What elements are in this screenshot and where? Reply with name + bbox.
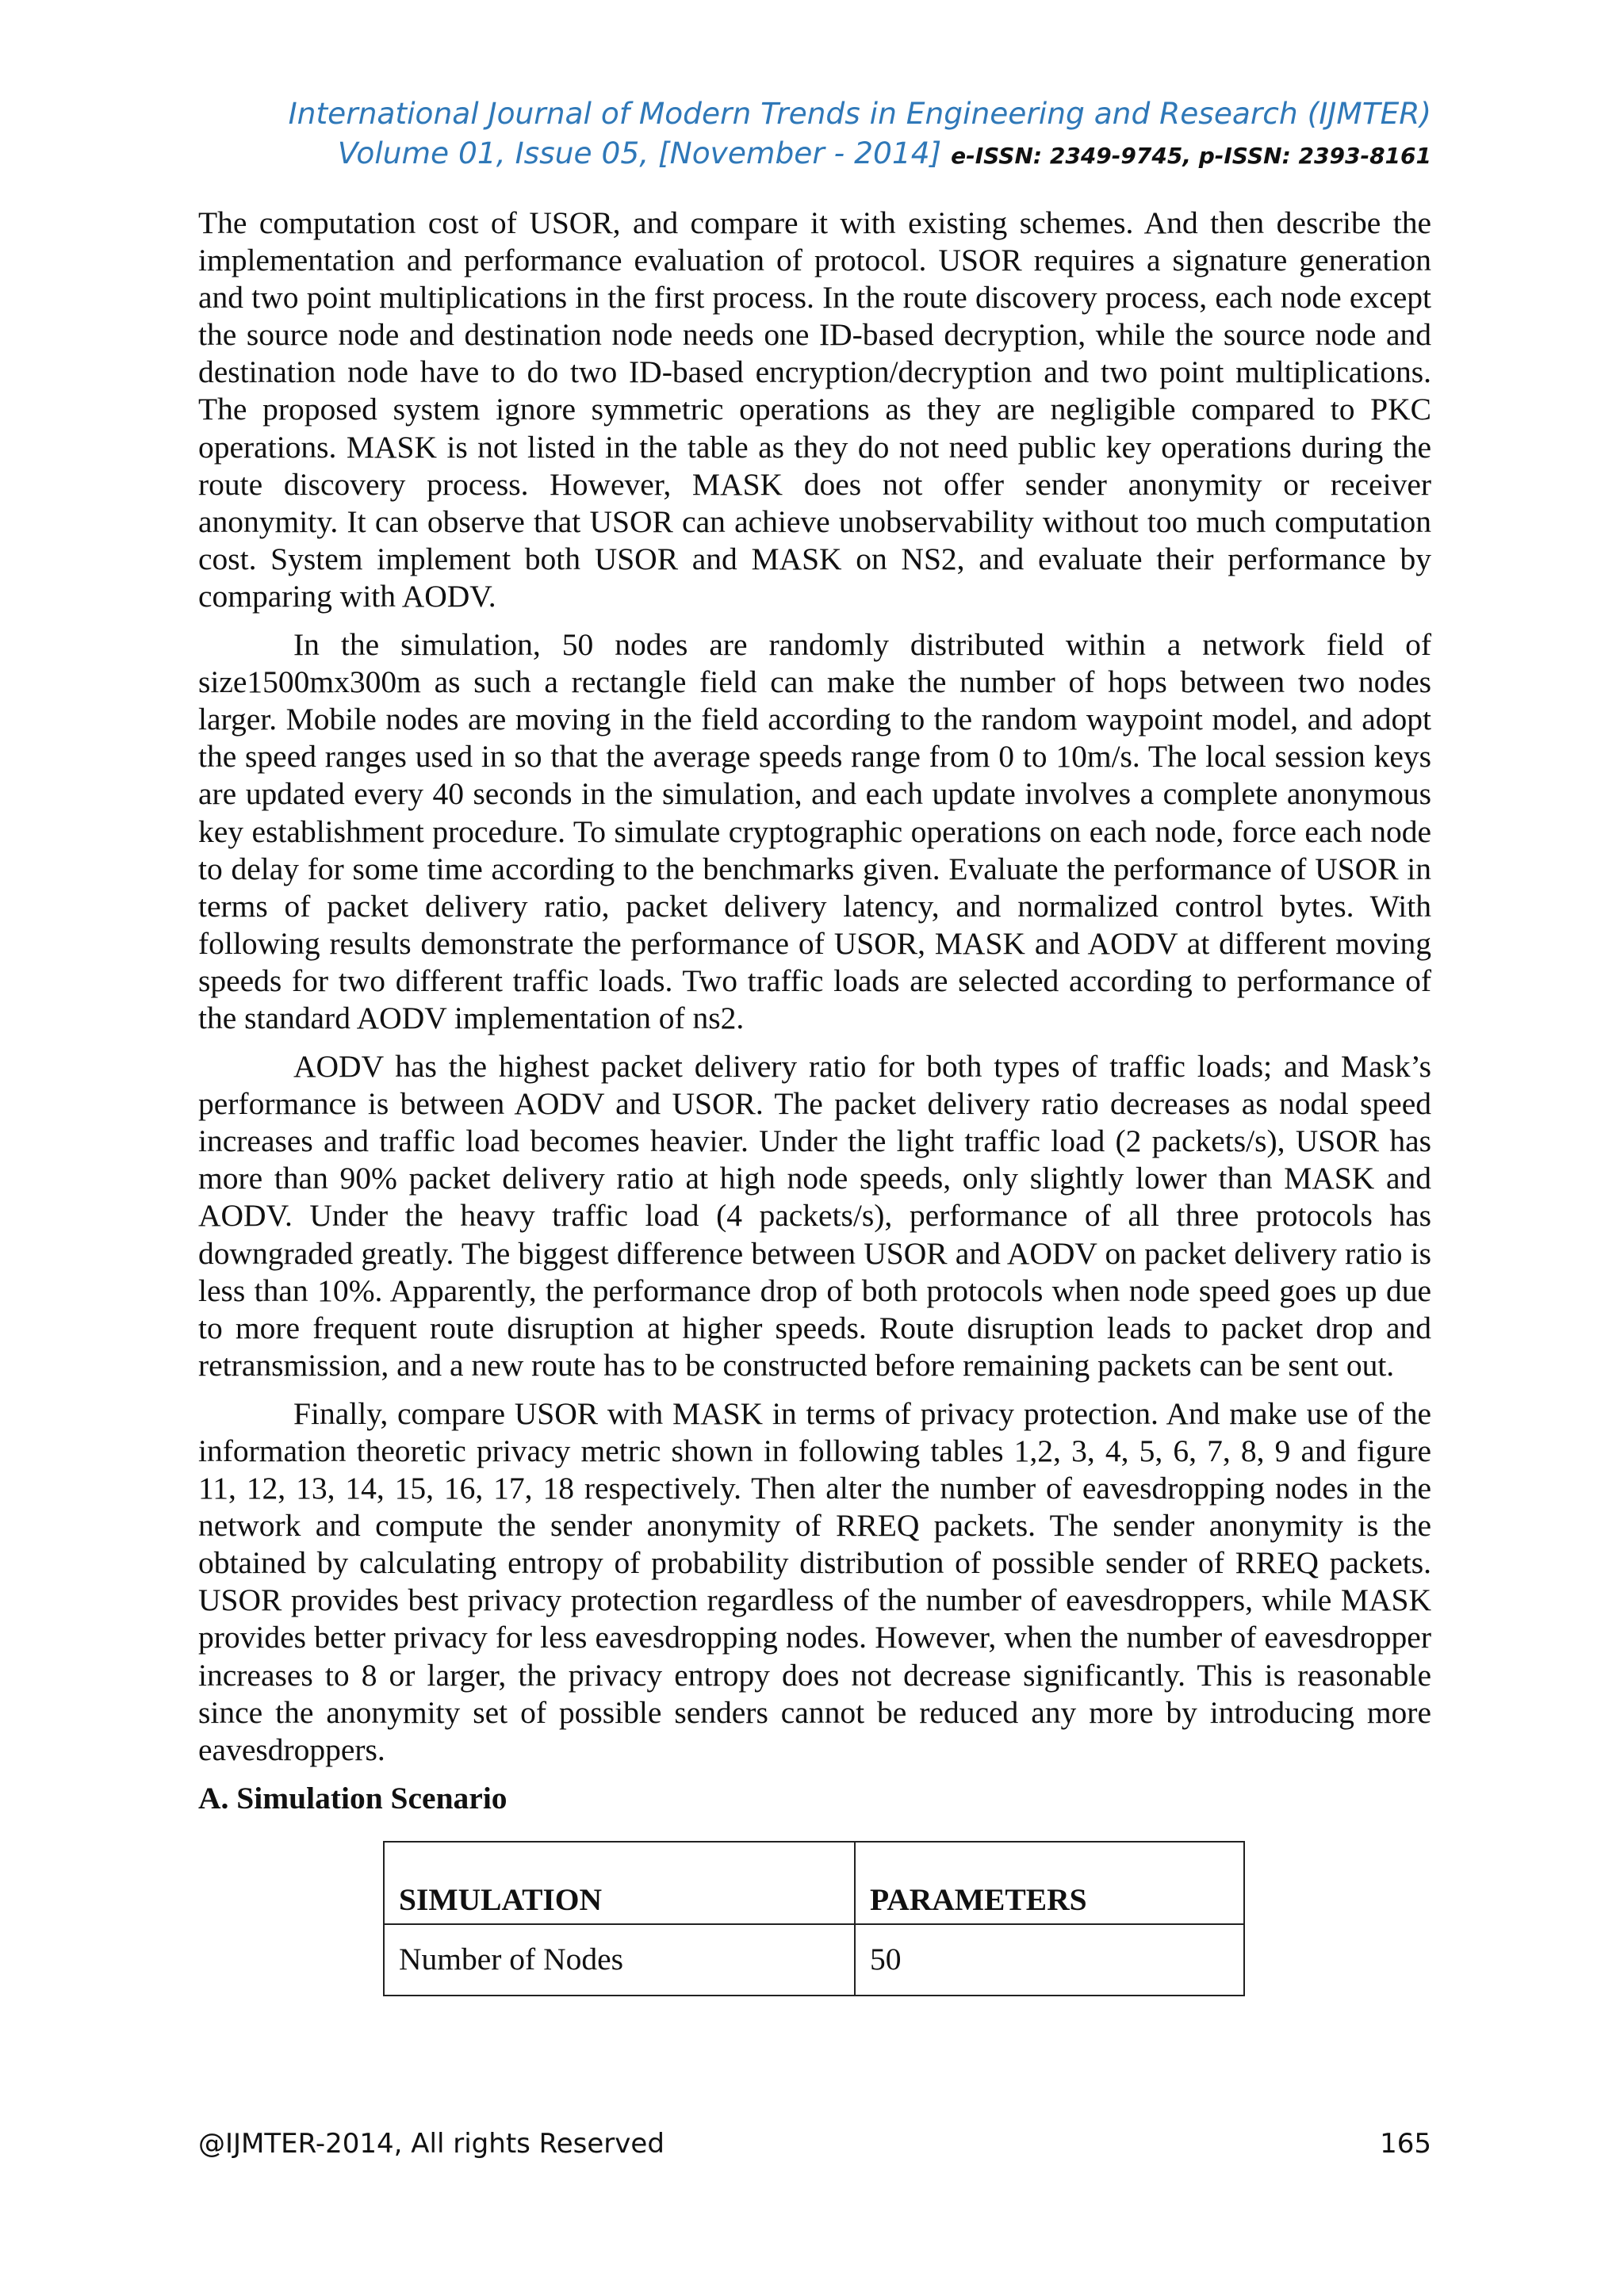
table-header-row (384, 1842, 1244, 1924)
journal-issn: e-ISSN: 2349-9745, p-ISSN: 2393-8161 (951, 143, 1431, 169)
journal-volume-line (198, 133, 1431, 176)
table-cell: 50 (855, 1924, 1244, 1996)
journal-volume: Volume 01, Issue 05, [November - 2014] (337, 136, 942, 170)
paragraph-2: In the simulation, 50 nodes are randomly distributed within a network field of size1500mx300m as such a rectangle field can make the number of hops between two nodes larger. Mobile nodes are moving in the field according to the random waypoint model, and adopt the speed ranges used in so that the average speeds range from 0 to 10m/s. The local session keys are updated every 40 seconds in the simulation, and each update involves a complete anonymous key establishment procedure. To simulate cryptographic operations on each node, force each node to delay for some time according to the benchmarks given. Evaluate the performance of USOR in terms of packet delivery ratio, packet delivery latency, and normalized control bytes. With following results demonstrate the performance of USOR, MASK and AODV at different moving speeds for two different traffic loads. Two traffic loads are selected according to performance of the standard AODV implementation of ns2. (198, 627, 1431, 1035)
journal-title: International Journal of Modern Trends in Engineering and Research (IJMTER) (288, 96, 1431, 131)
simulation-table (383, 1841, 1245, 1996)
page-body (198, 205, 1431, 1996)
table-header-cell: PARAMETERS (855, 1842, 1244, 1924)
table-header-cell: SIMULATION (384, 1842, 855, 1924)
page-number: 165 (1380, 2128, 1431, 2160)
section-heading: A. Simulation Scenario (198, 1780, 508, 1816)
paragraph-3: AODV has the highest packet delivery ratio for both types of traffic loads; and Mask’s performance is between AODV and USOR. The packet delivery ratio decreases as nodal speed increases and traffic load becomes heavier. Under the light traffic load (2 packets/s), USOR has more than 90% packet delivery ratio at high node speeds, only slightly lower than MASK and AODV. Under the heavy traffic load (4 packets/s), performance of all three protocols has downgraded greatly. The biggest difference between USOR and AODV on packet delivery ratio is less than 10%. Apparently, the performance drop of both protocols when node speed goes up due to more frequent route disruption at higher speeds. Route disruption leads to packet drop and retransmission, and a new route has to be constructed before remaining packets can be sent out. (198, 1049, 1431, 1383)
table-cell: Number of Nodes (384, 1924, 855, 1996)
table-row (384, 1924, 1244, 1996)
journal-header (198, 94, 1431, 176)
footer-copyright: @IJMTER-2014, All rights Reserved (198, 2128, 665, 2160)
paragraph-1: The computation cost of USOR, and compare it with existing schemes. And then describe the implementation and performance evaluation of protocol. USOR requires a signature generation and two point multiplications in the first process. In the route discovery process, each node except the source node and destination node needs one ID-based decryption, while the source node and destination node have to do two ID-based encryption/decryption and two point multiplications. The proposed system ignore symmetric operations as they are negligible compared to PKC operations. MASK is not listed in the table as they do not need public key operations during the route discovery process. However, MASK does not offer sender anonymity or receiver anonymity. It can observe that USOR can achieve unobservability without too much computation cost. System implement both USOR and MASK on NS2, and evaluate their performance by comparing with AODV. (198, 205, 1431, 614)
page-footer (198, 2128, 1431, 2160)
paragraph-4: Finally, compare USOR with MASK in terms of privacy protection. And make use of the information theoretic privacy metric shown in following tables 1,2, 3, 4, 5, 6, 7, 8, 9 and figure 11, 12, 13, 14, 15, 16, 17, 18 respectively. Then alter the number of eavesdropping nodes in the network and compute the sender anonymity of RREQ packets. The sender anonymity is the obtained by calculating entropy of probability distribution of possible sender of RREQ packets. USOR provides best privacy protection regardless of the number of eavesdroppers, while MASK provides better privacy for less eavesdropping nodes. However, when the number of eavesdropper increases to 8 or larger, the privacy entropy does not decrease significantly. This is reasonable since the anonymity set of possible senders cannot be reduced any more by introducing more eavesdroppers. (198, 1395, 1431, 1767)
